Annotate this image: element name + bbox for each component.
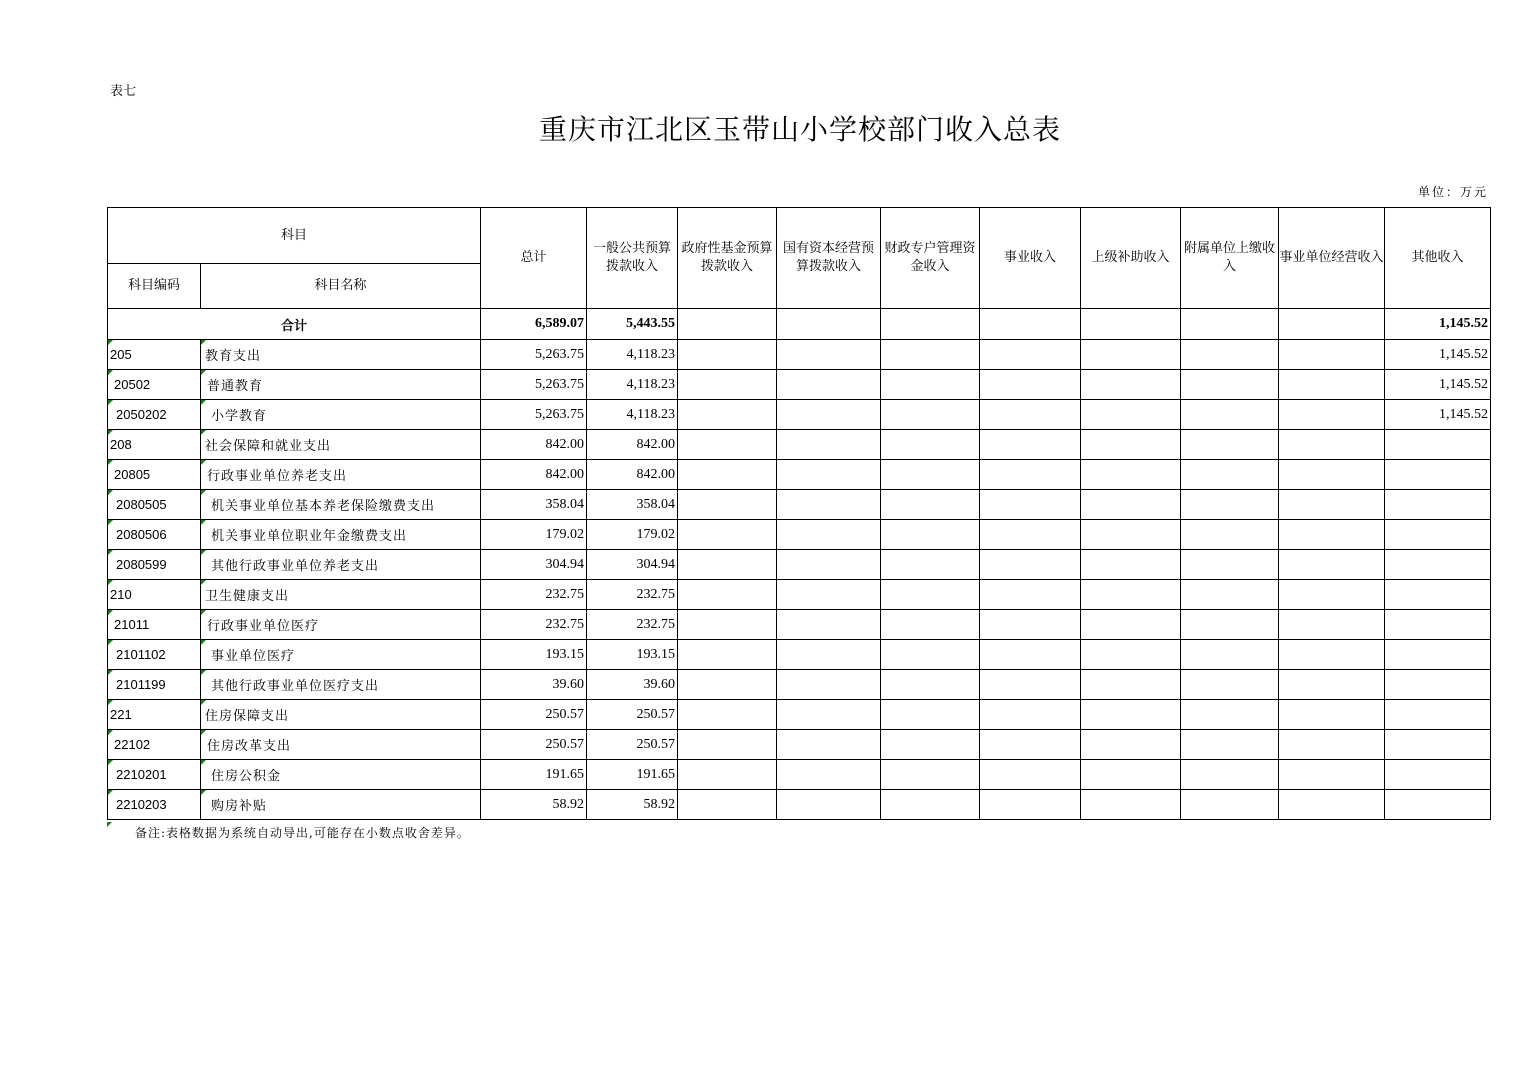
empty-cell: [980, 580, 1081, 610]
empty-cell: [1279, 340, 1385, 370]
empty-cell: [678, 550, 777, 580]
empty-cell: [1081, 700, 1181, 730]
total-empty-cell: [777, 309, 881, 340]
empty-cell: [1181, 370, 1279, 400]
subject-code-cell: 210: [108, 580, 201, 610]
empty-cell: [1181, 730, 1279, 760]
general-budget-cell: 39.60: [587, 670, 678, 700]
note-marker: [107, 822, 112, 827]
table-row: [108, 580, 1491, 610]
empty-cell: [777, 550, 881, 580]
total-empty-cell: [1081, 309, 1181, 340]
empty-cell: [980, 670, 1081, 700]
empty-cell: [777, 700, 881, 730]
subject-code-cell: 2050202: [108, 400, 201, 430]
subject-name-cell: 其他行政事业单位养老支出: [201, 550, 481, 580]
empty-cell: [1279, 580, 1385, 610]
other-income-cell: [1385, 790, 1491, 820]
empty-cell: [980, 730, 1081, 760]
empty-cell: [777, 580, 881, 610]
table-row: [108, 670, 1491, 700]
general-budget-cell: 304.94: [587, 550, 678, 580]
other-income-cell: 1,145.52: [1385, 370, 1491, 400]
subject-name-cell: 住房公积金: [201, 760, 481, 790]
header-subject-group: 科目: [108, 208, 481, 264]
table-row: [108, 490, 1491, 520]
income-summary-table: [107, 207, 1491, 820]
empty-cell: [980, 550, 1081, 580]
other-income-cell: [1385, 640, 1491, 670]
header-affiliated-payment: 附属单位上缴收入: [1181, 208, 1279, 309]
total-empty-cell: [1181, 309, 1279, 340]
total-cell: 232.75: [481, 610, 587, 640]
empty-cell: [1081, 490, 1181, 520]
empty-cell: [1081, 430, 1181, 460]
empty-cell: [1081, 580, 1181, 610]
empty-cell: [980, 760, 1081, 790]
empty-cell: [777, 730, 881, 760]
general-budget-cell: 191.65: [587, 760, 678, 790]
empty-cell: [678, 430, 777, 460]
empty-cell: [1181, 400, 1279, 430]
other-income-cell: [1385, 430, 1491, 460]
empty-cell: [1081, 640, 1181, 670]
table-row: [108, 730, 1491, 760]
empty-cell: [881, 580, 980, 610]
total-total-cell: 6,589.07: [481, 309, 587, 340]
subject-code-cell: 205: [108, 340, 201, 370]
other-income-cell: [1385, 700, 1491, 730]
empty-cell: [678, 610, 777, 640]
empty-cell: [1181, 460, 1279, 490]
subject-name-cell: 购房补贴: [201, 790, 481, 820]
table-row: [108, 430, 1491, 460]
empty-cell: [678, 640, 777, 670]
empty-cell: [777, 760, 881, 790]
empty-cell: [1279, 670, 1385, 700]
empty-cell: [881, 730, 980, 760]
total-cell: 58.92: [481, 790, 587, 820]
subject-code-cell: 20502: [108, 370, 201, 400]
empty-cell: [1081, 340, 1181, 370]
empty-cell: [678, 700, 777, 730]
table-row: [108, 610, 1491, 640]
empty-cell: [777, 610, 881, 640]
other-income-cell: [1385, 730, 1491, 760]
empty-cell: [678, 760, 777, 790]
empty-cell: [1181, 430, 1279, 460]
empty-cell: [777, 430, 881, 460]
header-total: 总计: [481, 208, 587, 309]
empty-cell: [1279, 610, 1385, 640]
empty-cell: [678, 520, 777, 550]
general-budget-cell: 232.75: [587, 580, 678, 610]
subject-name-cell: 其他行政事业单位医疗支出: [201, 670, 481, 700]
empty-cell: [881, 370, 980, 400]
subject-name-cell: 行政事业单位医疗: [201, 610, 481, 640]
other-income-cell: [1385, 460, 1491, 490]
table-row: [108, 520, 1491, 550]
empty-cell: [1081, 730, 1181, 760]
empty-cell: [1081, 670, 1181, 700]
header-state-capital: 国有资本经营预算拨款收入: [777, 208, 881, 309]
subject-code-cell: 2080506: [108, 520, 201, 550]
general-budget-cell: 58.92: [587, 790, 678, 820]
empty-cell: [881, 430, 980, 460]
empty-cell: [1181, 340, 1279, 370]
empty-cell: [678, 460, 777, 490]
table-row: [108, 340, 1491, 370]
subject-code-cell: 22102: [108, 730, 201, 760]
general-budget-cell: 842.00: [587, 460, 678, 490]
subject-code-cell: 20805: [108, 460, 201, 490]
header-code: 科目编码: [108, 264, 201, 309]
empty-cell: [678, 490, 777, 520]
general-budget-cell: 250.57: [587, 730, 678, 760]
empty-cell: [1181, 640, 1279, 670]
subject-code-cell: 208: [108, 430, 201, 460]
header-general-budget: 一般公共预算拨款收入: [587, 208, 678, 309]
header-name: 科目名称: [201, 264, 481, 309]
subject-code-cell: 2080599: [108, 550, 201, 580]
empty-cell: [678, 340, 777, 370]
empty-cell: [881, 550, 980, 580]
table-row: [108, 370, 1491, 400]
other-income-cell: [1385, 520, 1491, 550]
empty-cell: [1181, 520, 1279, 550]
other-income-cell: [1385, 490, 1491, 520]
subject-code-cell: 2210201: [108, 760, 201, 790]
total-cell: 5,263.75: [481, 370, 587, 400]
subject-code-cell: 2080505: [108, 490, 201, 520]
empty-cell: [1181, 550, 1279, 580]
subject-name-cell: 机关事业单位基本养老保险缴费支出: [201, 490, 481, 520]
empty-cell: [881, 670, 980, 700]
total-cell: 304.94: [481, 550, 587, 580]
empty-cell: [777, 490, 881, 520]
header-business-income: 事业收入: [980, 208, 1081, 309]
empty-cell: [777, 400, 881, 430]
subject-name-cell: 机关事业单位职业年金缴费支出: [201, 520, 481, 550]
unit-label: 单位：万元: [1417, 185, 1488, 199]
general-budget-cell: 358.04: [587, 490, 678, 520]
table-row: [108, 700, 1491, 730]
footnote: 备注:表格数据为系统自动导出,可能存在小数点收舍差异。: [135, 826, 470, 840]
total-general-cell: 5,443.55: [587, 309, 678, 340]
empty-cell: [980, 430, 1081, 460]
empty-cell: [1279, 640, 1385, 670]
subject-code-cell: 2101102: [108, 640, 201, 670]
empty-cell: [1181, 670, 1279, 700]
subject-name-cell: 事业单位医疗: [201, 640, 481, 670]
general-budget-cell: 842.00: [587, 430, 678, 460]
empty-cell: [1279, 550, 1385, 580]
subject-name-cell: 住房改革支出: [201, 730, 481, 760]
other-income-cell: [1385, 610, 1491, 640]
empty-cell: [1279, 790, 1385, 820]
empty-cell: [881, 460, 980, 490]
table-row: [108, 760, 1491, 790]
header-superior-subsidy: 上级补助收入: [1081, 208, 1181, 309]
empty-cell: [1279, 520, 1385, 550]
other-income-cell: [1385, 760, 1491, 790]
total-cell: 39.60: [481, 670, 587, 700]
empty-cell: [1279, 700, 1385, 730]
subject-code-cell: 2101199: [108, 670, 201, 700]
total-empty-cell: [1279, 309, 1385, 340]
total-cell: 191.65: [481, 760, 587, 790]
subject-name-cell: 卫生健康支出: [201, 580, 481, 610]
total-cell: 250.57: [481, 730, 587, 760]
header-other-income: 其他收入: [1385, 208, 1491, 309]
header-gov-fund: 政府性基金预算拨款收入: [678, 208, 777, 309]
empty-cell: [777, 340, 881, 370]
empty-cell: [980, 520, 1081, 550]
page-title: [0, 108, 1520, 148]
subject-name-cell: 住房保障支出: [201, 700, 481, 730]
empty-cell: [1081, 790, 1181, 820]
empty-cell: [881, 760, 980, 790]
general-budget-cell: 193.15: [587, 640, 678, 670]
empty-cell: [881, 790, 980, 820]
empty-cell: [1081, 550, 1181, 580]
table-row: [108, 640, 1491, 670]
table-row: [108, 460, 1491, 490]
subject-name-cell: 小学教育: [201, 400, 481, 430]
empty-cell: [1081, 520, 1181, 550]
empty-cell: [881, 700, 980, 730]
other-income-cell: 1,145.52: [1385, 340, 1491, 370]
subject-code-cell: 21011: [108, 610, 201, 640]
empty-cell: [980, 610, 1081, 640]
empty-cell: [1081, 760, 1181, 790]
empty-cell: [1181, 790, 1279, 820]
table-row: [108, 790, 1491, 820]
empty-cell: [980, 460, 1081, 490]
empty-cell: [1181, 490, 1279, 520]
empty-cell: [1081, 370, 1181, 400]
empty-cell: [1279, 490, 1385, 520]
general-budget-cell: 179.02: [587, 520, 678, 550]
subject-code-cell: 2210203: [108, 790, 201, 820]
table-row: [108, 400, 1491, 430]
empty-cell: [1279, 430, 1385, 460]
empty-cell: [881, 610, 980, 640]
empty-cell: [881, 520, 980, 550]
total-empty-cell: [881, 309, 980, 340]
empty-cell: [678, 370, 777, 400]
total-label: 合计: [108, 309, 481, 340]
total-cell: 179.02: [481, 520, 587, 550]
empty-cell: [881, 490, 980, 520]
empty-cell: [1279, 370, 1385, 400]
empty-cell: [678, 580, 777, 610]
page-title-text: 重庆市江北区玉带山小学校部门收入总表: [538, 113, 1061, 146]
empty-cell: [1081, 460, 1181, 490]
empty-cell: [1279, 460, 1385, 490]
empty-cell: [881, 400, 980, 430]
empty-cell: [980, 370, 1081, 400]
table-row: [108, 550, 1491, 580]
empty-cell: [1181, 610, 1279, 640]
other-income-cell: 1,145.52: [1385, 400, 1491, 430]
total-cell: 5,263.75: [481, 340, 587, 370]
total-cell: 232.75: [481, 580, 587, 610]
total-cell: 250.57: [481, 700, 587, 730]
empty-cell: [1081, 610, 1181, 640]
empty-cell: [777, 460, 881, 490]
empty-cell: [678, 730, 777, 760]
empty-cell: [1181, 700, 1279, 730]
header-fiscal-special: 财政专户管理资金收入: [881, 208, 980, 309]
total-cell: 193.15: [481, 640, 587, 670]
empty-cell: [777, 790, 881, 820]
empty-cell: [678, 790, 777, 820]
subject-name-cell: 普通教育: [201, 370, 481, 400]
subject-code-cell: 221: [108, 700, 201, 730]
total-cell: 842.00: [481, 430, 587, 460]
general-budget-cell: 4,118.23: [587, 400, 678, 430]
general-budget-cell: 4,118.23: [587, 340, 678, 370]
empty-cell: [1279, 760, 1385, 790]
general-budget-cell: 4,118.23: [587, 370, 678, 400]
table-number: 表七: [110, 84, 137, 99]
total-empty-cell: [980, 309, 1081, 340]
empty-cell: [980, 340, 1081, 370]
total-empty-cell: [678, 309, 777, 340]
general-budget-cell: 232.75: [587, 610, 678, 640]
empty-cell: [777, 640, 881, 670]
subject-name-cell: 行政事业单位养老支出: [201, 460, 481, 490]
total-other-cell: 1,145.52: [1385, 309, 1491, 340]
empty-cell: [881, 340, 980, 370]
empty-cell: [980, 790, 1081, 820]
empty-cell: [980, 490, 1081, 520]
header-business-operation: 事业单位经营收入: [1279, 208, 1385, 309]
general-budget-cell: 250.57: [587, 700, 678, 730]
other-income-cell: [1385, 670, 1491, 700]
empty-cell: [678, 670, 777, 700]
empty-cell: [777, 370, 881, 400]
empty-cell: [1279, 400, 1385, 430]
empty-cell: [980, 400, 1081, 430]
empty-cell: [1181, 760, 1279, 790]
empty-cell: [777, 520, 881, 550]
empty-cell: [881, 640, 980, 670]
empty-cell: [980, 700, 1081, 730]
empty-cell: [1181, 580, 1279, 610]
total-cell: 358.04: [481, 490, 587, 520]
other-income-cell: [1385, 550, 1491, 580]
subject-name-cell: 教育支出: [201, 340, 481, 370]
subject-name-cell: 社会保障和就业支出: [201, 430, 481, 460]
empty-cell: [1081, 400, 1181, 430]
empty-cell: [777, 670, 881, 700]
total-cell: 842.00: [481, 460, 587, 490]
other-income-cell: [1385, 580, 1491, 610]
empty-cell: [678, 400, 777, 430]
empty-cell: [1279, 730, 1385, 760]
total-cell: 5,263.75: [481, 400, 587, 430]
empty-cell: [980, 640, 1081, 670]
total-row: [108, 309, 1491, 340]
